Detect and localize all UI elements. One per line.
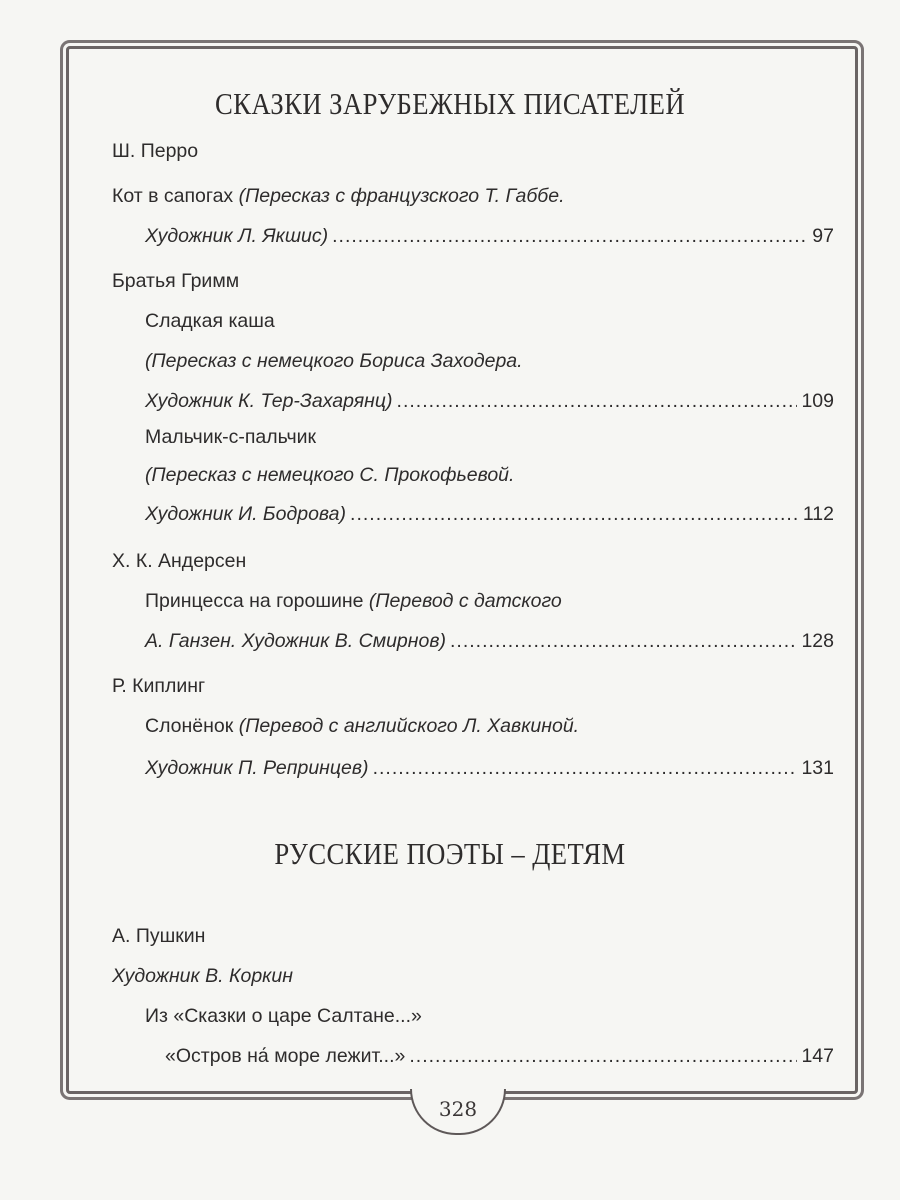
page-ref: 147: [801, 1045, 834, 1067]
dot-leader: [350, 503, 799, 526]
author-andersen: Х. К. Андерсен: [112, 550, 247, 572]
entry-note: Художник Л. Якшис): [145, 225, 329, 247]
page-ref: 109: [801, 390, 834, 412]
dot-leader: [397, 390, 798, 413]
entry-title: Сладкая каша: [145, 310, 275, 332]
toc-entry-elephant-page: [145, 757, 834, 780]
entry-title: Слонёнок: [145, 715, 234, 737]
dot-leader: [373, 757, 798, 780]
toc-entry-puss: [112, 185, 565, 208]
entry-title: Из «Сказки о царе Салтане...»: [145, 1005, 422, 1027]
page-ref: 128: [801, 630, 834, 652]
entry-note: Художник И. Бодрова): [145, 503, 347, 525]
toc-entry-porridge-page: [145, 390, 834, 413]
dot-leader: [409, 1045, 797, 1068]
entry-title: Мальчик-с-пальчик: [145, 426, 317, 448]
toc-entry-island-page: [165, 1045, 834, 1068]
entry-note: (Пересказ с немецкого Бориса Заходера.: [145, 350, 523, 372]
dot-leader: [450, 630, 797, 653]
section-title-foreign: СКАЗКИ ЗАРУБЕЖНЫХ ПИСАТЕЛЕЙ: [214, 86, 686, 121]
entry-note: Художник К. Тер-Захарянц): [145, 390, 393, 412]
author-grimm: Братья Гримм: [112, 270, 240, 292]
page-ref: 131: [801, 757, 834, 779]
entry-note: Художник П. Репринцев): [145, 757, 369, 779]
entry-note: А. Ганзен. Художник В. Смирнов): [145, 630, 447, 652]
toc-entry-puss-page: [145, 225, 834, 248]
page-ref: 97: [812, 225, 834, 247]
toc-entry-pea-page: [145, 630, 834, 653]
toc-entry-elephant: [145, 715, 579, 738]
author-perrault: Ш. Перро: [112, 140, 199, 162]
entry-note: (Перевод с датского: [368, 590, 562, 612]
toc-entry-pea: [145, 590, 562, 613]
author-kipling: Р. Киплинг: [112, 675, 206, 697]
entry-title: Принцесса на горошине: [145, 590, 364, 612]
toc-entry-thumb-page: [145, 503, 834, 526]
page-number: 328: [410, 1089, 506, 1135]
entry-note: (Перевод с английского Л. Хавкиной.: [238, 715, 580, 737]
entry-note: (Пересказ с немецкого С. Прокофьевой.: [145, 464, 515, 486]
page-ref: 112: [802, 503, 834, 525]
entry-title: «Остров на́ море лежит...»: [165, 1045, 406, 1067]
entry-note: (Пересказ с французского Т. Габбе.: [238, 185, 565, 207]
dot-leader: [332, 225, 808, 248]
author-pushkin: А. Пушкин: [112, 925, 206, 947]
entry-title: Кот в сапогах: [112, 185, 234, 207]
artist-credit: Художник В. Коркин: [112, 965, 293, 987]
section-title-russian-poets: РУССКИЕ ПОЭТЫ – ДЕТЯМ: [274, 836, 626, 871]
